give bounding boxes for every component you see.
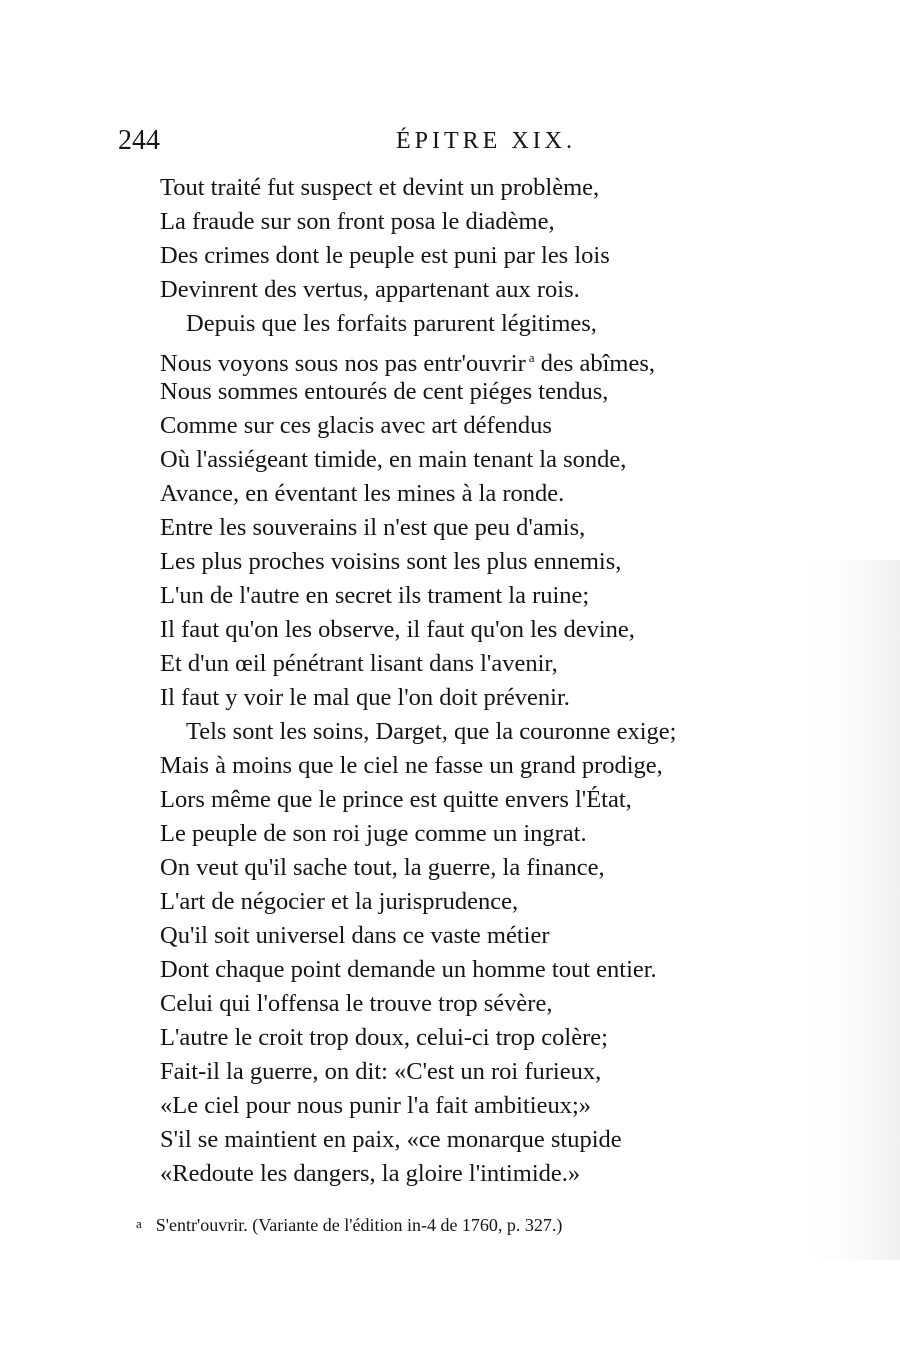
verse-line-24: Dont chaque point demande un homme tout entier.: [160, 956, 657, 983]
verse-line-23: Qu'il soit universel dans ce vaste métier: [160, 922, 550, 949]
verse-line-29: S'il se maintient en paix, «ce monarque stupide: [160, 1126, 622, 1153]
verse-line-2: La fraude sur son front posa le diadème,: [160, 208, 555, 235]
verse-line-1: Tout traité fut suspect et devint un problème,: [160, 174, 600, 201]
page-number: 244: [118, 125, 160, 156]
verse-line-7: Nous sommes entourés de cent piéges tendus,: [160, 378, 609, 405]
verse-line-28: «Le ciel pour nous punir l'a fait ambitieux;»: [160, 1092, 592, 1119]
running-title: ÉPITRE XIX.: [396, 128, 576, 154]
verse-line-22: L'art de négocier et la jurisprudence,: [160, 888, 519, 915]
verse-line-15: Et d'un œil pénétrant lisant dans l'avenir,: [160, 650, 558, 677]
verse-line-6: [160, 341, 800, 375]
verse-line-14: Il faut qu'on les observe, il faut qu'on les devine,: [160, 616, 635, 643]
verse-line-18: Mais à moins que le ciel ne fasse un grand prodige,: [160, 752, 663, 779]
verse-line-27: Fait-il la guerre, on dit: «C'est un roi furieux,: [160, 1058, 602, 1085]
verse-line-13: L'un de l'autre en secret ils trament la ruine;: [160, 582, 590, 609]
verse-line-21: On veut qu'il sache tout, la guerre, la finance,: [160, 854, 605, 881]
verse-line-5: Depuis que les forfaits parurent légitimes,: [186, 310, 597, 337]
verse-line-12: Les plus proches voisins sont les plus ennemis,: [160, 548, 622, 575]
verse-line-30: «Redoute les dangers, la gloire l'intimide.»: [160, 1160, 581, 1187]
verse-line-6-text: Nous voyons sous nos pas entr'ouvrir: [160, 350, 526, 377]
verse-line-19: Lors même que le prince est quitte envers l'État,: [160, 786, 632, 813]
footnote: [136, 1211, 562, 1238]
verse-line-8: Comme sur ces glacis avec art défendus: [160, 412, 552, 439]
poem-text: [160, 171, 800, 1191]
verse-line-25: Celui qui l'offensa le trouve trop sévère,: [160, 990, 553, 1017]
verse-line-16: Il faut y voir le mal que l'on doit prévenir.: [160, 684, 570, 711]
footnote-text: S'entr'ouvrir. (Variante de l'édition in-4 de 1760, p. 327.): [155, 1215, 563, 1235]
footnote-marker: a: [136, 1216, 142, 1231]
footnote-reference[interactable]: a: [528, 350, 535, 365]
verse-line-3: Des crimes dont le peuple est puni par les lois: [160, 242, 610, 269]
verse-line-9: Où l'assiégeant timide, en main tenant la sonde,: [160, 446, 627, 473]
verse-line-10: Avance, en éventant les mines à la ronde.: [160, 480, 565, 507]
verse-line-20: Le peuple de son roi juge comme un ingrat.: [160, 820, 587, 847]
facing-page-bleed: [810, 560, 900, 1260]
verse-line-26: L'autre le croit trop doux, celui-ci trop colère;: [160, 1024, 608, 1051]
verse-line-17: Tels sont les soins, Darget, que la couronne exige;: [186, 718, 677, 745]
verse-line-6-tail: des abîmes,: [540, 350, 655, 377]
verse-line-4: Devinrent des vertus, appartenant aux rois.: [160, 276, 580, 303]
verse-line-11: Entre les souverains il n'est que peu d'amis,: [160, 514, 586, 541]
